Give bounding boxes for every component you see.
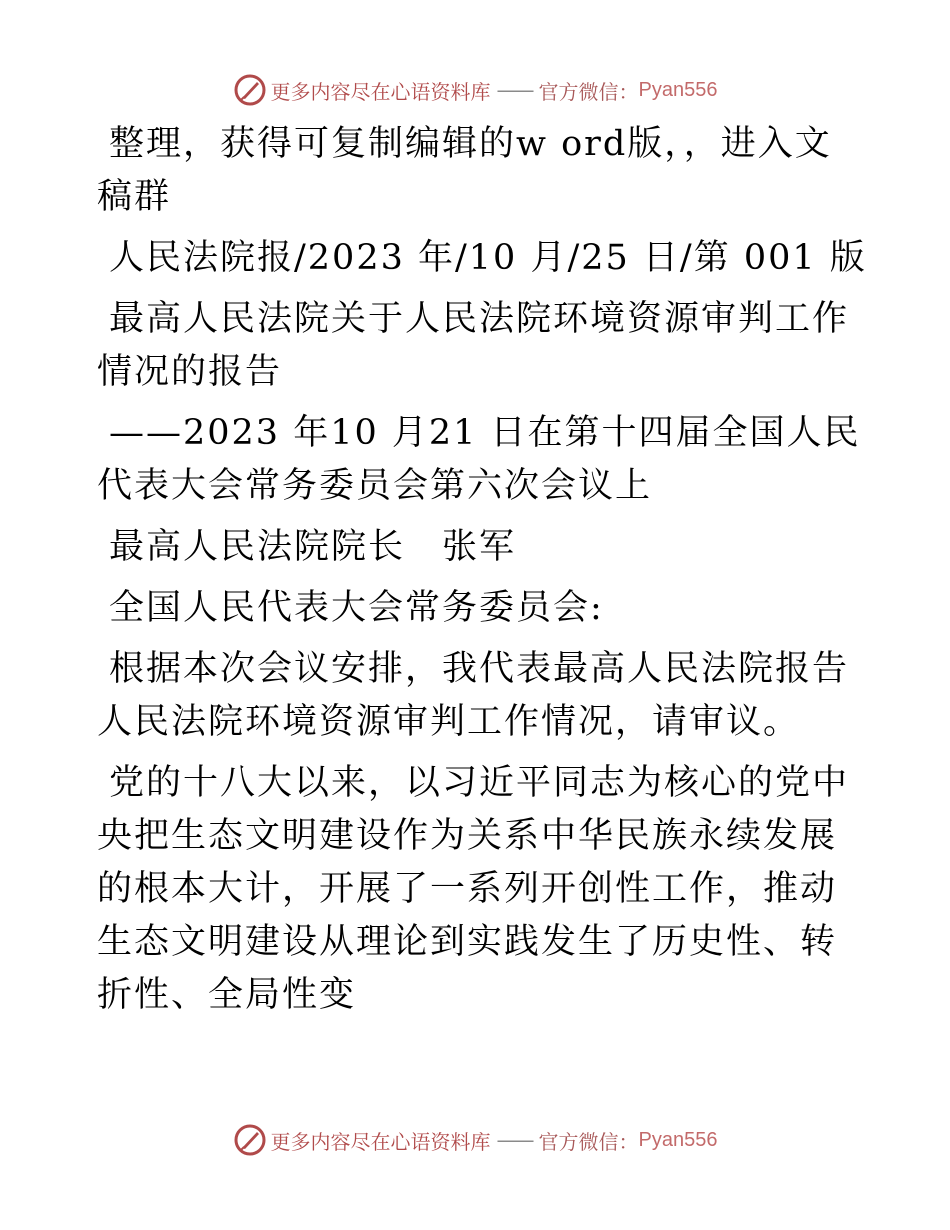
paragraph-salutation: 全国人民代表大会常务委员会: — [109, 588, 604, 628]
paragraph-intro-note: 整理，获得可复制编辑的w ord版，，进入文稿群 — [97, 124, 832, 217]
paragraph-report-title: 最高人民法院关于人民法院环境资源审判工作情况的报告 — [97, 299, 850, 392]
watermark-wechat-label: 官方微信： — [538, 1129, 639, 1154]
paragraph-source-line: 人民法院报/2023 年/10 月/25 日/第 001 版 — [109, 238, 867, 278]
watermark-account: Pyan556 — [638, 78, 718, 101]
quill-logo-icon — [233, 1123, 267, 1157]
watermark-separator: —— — [496, 1128, 533, 1152]
paragraph-body-1: 党的十八大以来，以习近平同志为核心的党中央把生态文明建设作为关系中华民族永续发展的根本大计，开展了一系列开创性工作，推动生态文明建设从理论到实践发生了历史性、转折性、全局性变 — [97, 763, 850, 1015]
watermark-wechat-label: 官方微信： — [538, 79, 639, 104]
watermark-site-text: 更多内容尽在心语资料库 — [270, 1129, 491, 1154]
watermark-banner-top — [0, 70, 950, 110]
quill-logo-icon — [233, 73, 267, 107]
watermark-site-text: 更多内容尽在心语资料库 — [270, 79, 491, 104]
watermark-banner-bottom — [0, 1120, 950, 1160]
paragraph-opening: 根据本次会议安排，我代表最高人民法院报告人民法院环境资源审判工作情况，请审议。 — [97, 649, 850, 742]
paragraph-meeting-subtitle: ——2023 年10 月21 日在第十四届全国人民代表大会常务委员会第六次会议上 — [97, 413, 861, 506]
watermark-separator: —— — [496, 78, 533, 102]
watermark-account: Pyan556 — [638, 1128, 718, 1151]
document-body — [97, 118, 867, 1030]
paragraph-author-line: 最高人民法院院长 张军 — [109, 527, 517, 567]
